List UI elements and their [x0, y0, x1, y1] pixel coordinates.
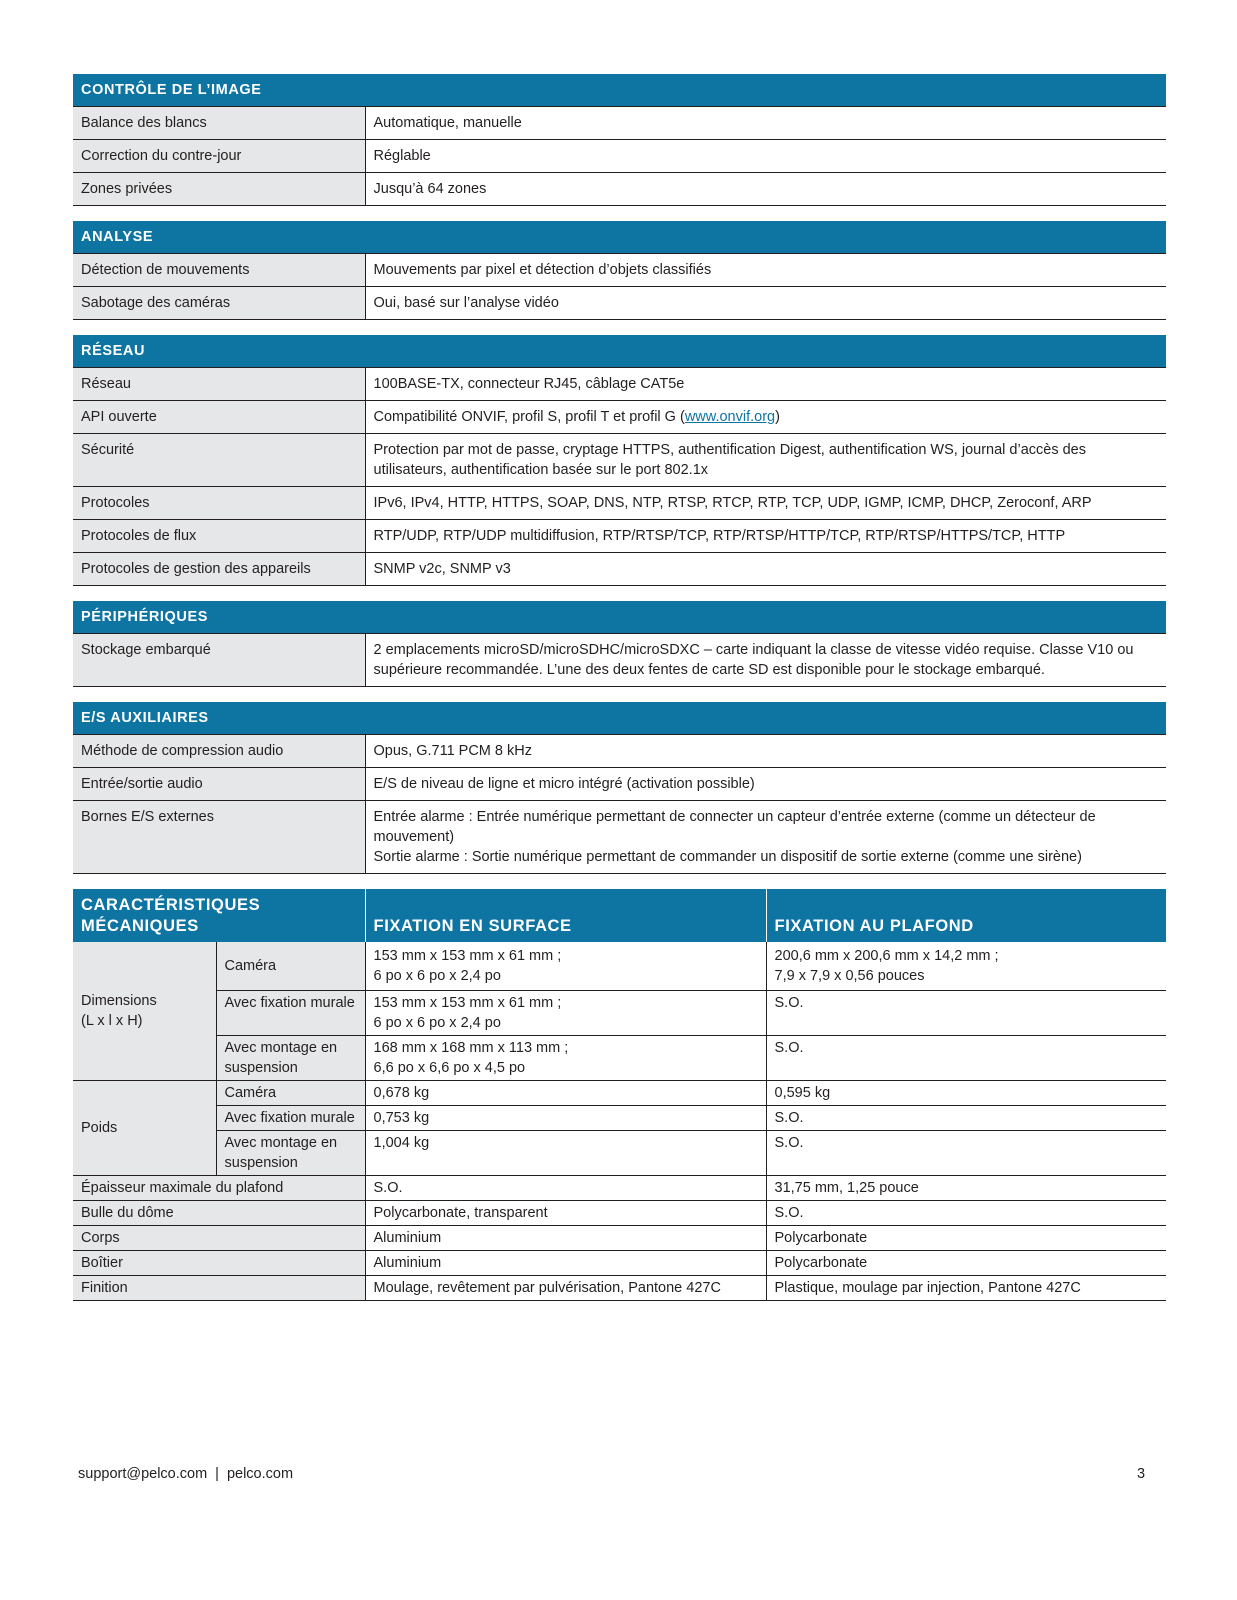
- row-label: Stockage embarqué: [73, 634, 365, 687]
- alarm-input-text: Entrée alarme : Entrée numérique permettant de connecter un capteur d’entrée externe (comme un détecteur de mouvement): [373, 809, 1096, 845]
- table-row: [73, 768, 1166, 801]
- row-label: Bornes E/S externes: [73, 801, 365, 874]
- table-row: [73, 107, 1166, 140]
- surface-value: Polycarbonate, transparent: [365, 1201, 766, 1226]
- ceiling-value: S.O.: [766, 991, 1166, 1036]
- row-label: Protocoles de gestion des appareils: [73, 553, 365, 586]
- row-label: Correction du contre-jour: [73, 140, 365, 173]
- section-title: CONTRÔLE DE L’IMAGE: [73, 74, 1166, 107]
- table-row: [73, 942, 1166, 991]
- row-sublabel: Avec fixation murale: [216, 991, 365, 1036]
- surface-value: 168 mm x 168 mm x 113 mm ; 6,6 po x 6,6 po x 4,5 po: [365, 1036, 766, 1081]
- ceiling-value: Polycarbonate: [766, 1226, 1166, 1251]
- section-title: PÉRIPHÉRIQUES: [73, 601, 1166, 634]
- row-sublabel: Avec montage en suspension: [216, 1131, 365, 1176]
- surface-value: Aluminium: [365, 1251, 766, 1276]
- ceiling-value: S.O.: [766, 1106, 1166, 1131]
- page-number: 3: [1137, 1466, 1146, 1482]
- row-label: Entrée/sortie audio: [73, 768, 365, 801]
- row-label: Sécurité: [73, 434, 365, 487]
- value-suffix: ): [775, 409, 780, 425]
- row-label: Détection de mouvements: [73, 254, 365, 287]
- table-row: [73, 1276, 1166, 1301]
- section-title: E/S AUXILIAIRES: [73, 702, 1166, 735]
- row-label: Zones privées: [73, 173, 365, 206]
- row-label: Sabotage des caméras: [73, 287, 365, 320]
- row-sublabel: Avec fixation murale: [216, 1106, 365, 1131]
- ceiling-value: S.O.: [766, 1201, 1166, 1226]
- row-label: Balance des blancs: [73, 107, 365, 140]
- row-value: Opus, G.711 PCM 8 kHz: [365, 735, 1166, 768]
- table-row: [73, 1201, 1166, 1226]
- section-network: [73, 335, 1166, 586]
- table-row: [73, 254, 1166, 287]
- table-row: [73, 1131, 1166, 1176]
- row-sublabel: Avec montage en suspension: [216, 1036, 365, 1081]
- section-auxiliary-io: [73, 702, 1166, 874]
- ceiling-value: Plastique, moulage par injection, Pantone 427C: [766, 1276, 1166, 1301]
- table-row: [73, 401, 1166, 434]
- table-row: [73, 1176, 1166, 1201]
- row-label: Protocoles: [73, 487, 365, 520]
- surface-value: 1,004 kg: [365, 1131, 766, 1176]
- column-header-surface: FIXATION EN SURFACE: [365, 889, 766, 942]
- row-label: Protocoles de flux: [73, 520, 365, 553]
- surface-value: 0,678 kg: [365, 1081, 766, 1106]
- row-label: Épaisseur maximale du plafond: [73, 1176, 365, 1201]
- table-row: [73, 801, 1166, 874]
- ceiling-value: Polycarbonate: [766, 1251, 1166, 1276]
- support-email-link[interactable]: support@pelco.com: [78, 1466, 208, 1482]
- row-value: 100BASE-TX, connecteur RJ45, câblage CAT5e: [365, 368, 1166, 401]
- surface-value: 153 mm x 153 mm x 61 mm ; 6 po x 6 po x 2,4 po: [365, 991, 766, 1036]
- row-label: Boîtier: [73, 1251, 365, 1276]
- section-title: ANALYSE: [73, 221, 1166, 254]
- surface-value: 153 mm x 153 mm x 61 mm ; 6 po x 6 po x 2,4 po: [365, 942, 766, 991]
- table-row: [73, 735, 1166, 768]
- row-label: Corps: [73, 1226, 365, 1251]
- row-value: 2 emplacements microSD/microSDHC/microSDXC – carte indiquant la classe de vitesse vidéo requise. Classe V10 ou supérieure recommandée. L’une des deux fentes de carte SD est disponible pour le stockage embarqué.: [365, 634, 1166, 687]
- section-image-control: [73, 74, 1166, 206]
- row-sublabel: Caméra: [216, 1081, 365, 1106]
- section-mechanical: [73, 889, 1166, 1301]
- ceiling-value: 200,6 mm x 200,6 mm x 14,2 mm ; 7,9 x 7,9 x 0,56 pouces: [766, 942, 1166, 991]
- row-label: Méthode de compression audio: [73, 735, 365, 768]
- row-value: Oui, basé sur l’analyse vidéo: [365, 287, 1166, 320]
- section-title: RÉSEAU: [73, 335, 1166, 368]
- surface-value: 0,753 kg: [365, 1106, 766, 1131]
- ceiling-value: 0,595 kg: [766, 1081, 1166, 1106]
- row-value: Automatique, manuelle: [365, 107, 1166, 140]
- table-row: [73, 434, 1166, 487]
- surface-value: S.O.: [365, 1176, 766, 1201]
- row-label: API ouverte: [73, 401, 365, 434]
- dimensions-label: Dimensions (L x l x H): [73, 942, 216, 1081]
- row-label: Bulle du dôme: [73, 1201, 365, 1226]
- spec-sheet: [73, 74, 1166, 1301]
- table-row: [73, 487, 1166, 520]
- footer: [78, 1466, 293, 1482]
- row-label: Réseau: [73, 368, 365, 401]
- table-row: [73, 287, 1166, 320]
- surface-value: Aluminium: [365, 1226, 766, 1251]
- ceiling-value: S.O.: [766, 1131, 1166, 1176]
- row-value: Protection par mot de passe, cryptage HTTPS, authentification Digest, authentification WS, journal d’accès des utilisateurs, authentification basée sur le port 802.1x: [365, 434, 1166, 487]
- row-label: Finition: [73, 1276, 365, 1301]
- row-value: [365, 801, 1166, 874]
- section-peripherals: [73, 601, 1166, 687]
- table-row: [73, 520, 1166, 553]
- value-prefix: Compatibilité ONVIF, profil S, profil T et profil G (: [373, 409, 685, 425]
- onvif-link[interactable]: www.onvif.org: [684, 409, 776, 425]
- table-row: [73, 1036, 1166, 1081]
- table-row: [73, 991, 1166, 1036]
- footer-separator: |: [215, 1466, 219, 1482]
- ceiling-value: 31,75 mm, 1,25 pouce: [766, 1176, 1166, 1201]
- row-value: IPv6, IPv4, HTTP, HTTPS, SOAP, DNS, NTP, RTSP, RTCP, RTP, TCP, UDP, IGMP, ICMP, DHCP, Zeroconf, ARP: [365, 487, 1166, 520]
- table-row: [73, 368, 1166, 401]
- row-sublabel: Caméra: [216, 942, 365, 991]
- table-row: [73, 634, 1166, 687]
- row-value: SNMP v2c, SNMP v3: [365, 553, 1166, 586]
- website-link[interactable]: pelco.com: [226, 1466, 294, 1482]
- table-row: [73, 1106, 1166, 1131]
- table-row: [73, 1251, 1166, 1276]
- table-row: [73, 1226, 1166, 1251]
- column-header-ceiling: FIXATION AU PLAFOND: [766, 889, 1166, 942]
- surface-value: Moulage, revêtement par pulvérisation, Pantone 427C: [365, 1276, 766, 1301]
- row-value: Mouvements par pixel et détection d’objets classifiés: [365, 254, 1166, 287]
- weight-label: Poids: [73, 1081, 216, 1176]
- ceiling-value: S.O.: [766, 1036, 1166, 1081]
- alarm-output-text: Sortie alarme : Sortie numérique permettant de commander un dispositif de sortie externe (comme une sirène): [373, 849, 1082, 865]
- row-value: Réglable: [365, 140, 1166, 173]
- table-row: [73, 173, 1166, 206]
- row-value: RTP/UDP, RTP/UDP multidiffusion, RTP/RTSP/TCP, RTP/RTSP/HTTP/TCP, RTP/RTSP/HTTPS/TCP, HTTP: [365, 520, 1166, 553]
- table-row: [73, 553, 1166, 586]
- mechanical-title: CARACTÉRISTIQUES MÉCANIQUES: [73, 889, 365, 942]
- row-value: Jusqu’à 64 zones: [365, 173, 1166, 206]
- table-row: [73, 1081, 1166, 1106]
- table-row: [73, 140, 1166, 173]
- row-value: E/S de niveau de ligne et micro intégré (activation possible): [365, 768, 1166, 801]
- row-value: [365, 401, 1166, 434]
- section-analytics: [73, 221, 1166, 320]
